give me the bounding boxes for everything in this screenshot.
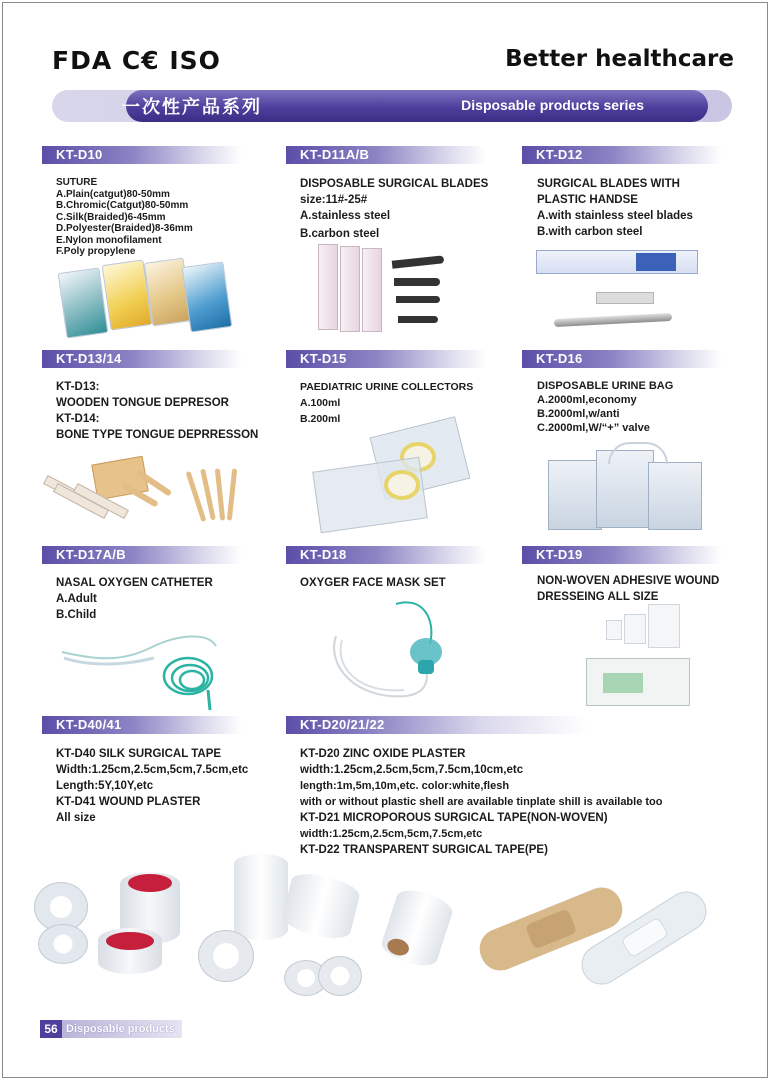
section-code: KT-D20/21/22	[300, 717, 385, 732]
section-header-kt-d20	[286, 716, 716, 734]
product-text-d12	[537, 176, 693, 240]
roll-brown-core	[385, 936, 411, 958]
text-line: width:1.25cm,2.5cm,5cm,7.5cm,etc	[300, 828, 483, 840]
tape-roll-wide	[280, 868, 362, 943]
text-line: width:1.25cm,2.5cm,5cm,7.5cm,10cm,etc	[300, 764, 524, 776]
text-line: NASAL OXYGEN CATHETER	[56, 577, 213, 589]
text-line: size:11#-25#	[300, 194, 368, 206]
plaster-pad	[620, 916, 669, 958]
handle-pack-label	[636, 253, 676, 271]
blade	[398, 316, 438, 323]
text-line: KT-D22 TRANSPARENT SURGICAL TAPE(PE)	[300, 844, 548, 856]
product-text-d40	[56, 746, 248, 826]
section-header-kt-d18	[286, 546, 486, 564]
text-line: length:1m,5m,10m,etc. color:white,flesh	[300, 780, 510, 792]
section-code: KT-D13/14	[56, 351, 122, 366]
text-line: B.200ml	[300, 413, 341, 425]
text-line: B.carbon steel	[300, 228, 380, 240]
product-text-d18	[300, 575, 446, 591]
section-code: KT-D19	[536, 547, 583, 562]
urine-bag	[548, 460, 602, 530]
blade-pack	[318, 244, 338, 330]
section-header-kt-d17	[42, 546, 242, 564]
text-line: with or without plastic shell are available tinplate shill is available too	[300, 796, 663, 808]
text-line: B.with carbon steel	[537, 226, 643, 238]
blade	[394, 278, 440, 286]
text-line: DISPOSABLE SURGICAL BLADES	[300, 178, 489, 190]
footer-section-label: Disposable products	[66, 1023, 175, 1035]
text-line: A.Plain(catgut)80-50mm	[56, 188, 170, 200]
product-text-d20	[300, 746, 662, 858]
text-line: A.Adult	[56, 593, 97, 605]
section-header-kt-d10	[42, 146, 242, 164]
section-code: KT-D15	[300, 351, 347, 366]
text-line: D.Polyester(Braided)8-36mm	[56, 223, 193, 234]
roll-red-core	[128, 874, 172, 892]
text-line: C.Silk(Braided)6-45mm	[56, 211, 166, 223]
footer-section	[62, 1020, 182, 1038]
section-code: KT-D11A/B	[300, 147, 370, 162]
urine-collectors-image	[316, 424, 466, 528]
text-line: SURGICAL BLADES WITH	[537, 178, 680, 190]
text-line: A.2000ml,economy	[537, 394, 637, 406]
text-line: KT-D14:	[56, 413, 100, 425]
banner-title-en: Disposable products series	[461, 97, 644, 113]
banner-title-cn: 一次性产品系列	[122, 97, 262, 118]
blade	[396, 296, 440, 303]
product-text-d17	[56, 575, 213, 623]
depressor-stick	[227, 468, 237, 520]
suture-pack	[58, 267, 109, 338]
text-line: A.stainless steel	[300, 210, 391, 222]
text-line: SUTURE	[56, 177, 98, 188]
text-line: KT-D13:	[56, 381, 100, 393]
suture-pack	[182, 261, 233, 332]
tongue-depressors-image	[42, 452, 246, 536]
section-header-kt-d16	[522, 350, 722, 368]
urine-bag	[648, 462, 702, 530]
text-line: KT-D40 SILK SURGICAL TAPE	[56, 748, 222, 760]
text-line: B.2000ml,w/anti	[537, 408, 620, 420]
tapes-and-plasters-image	[28, 852, 708, 1012]
text-line: F.Poly propylene	[56, 246, 136, 257]
product-text-d16	[537, 379, 673, 435]
slogan: Better healthcare	[505, 46, 734, 72]
text-line: Length:5Y,10Y,etc	[56, 780, 154, 792]
blade-cover	[596, 292, 654, 304]
section-header-kt-d13	[42, 350, 242, 368]
roll-red-core	[106, 932, 154, 950]
section-header-kt-d15	[286, 350, 486, 368]
blade-pack	[340, 246, 360, 332]
dressing-large	[648, 604, 680, 648]
product-text-d19	[537, 573, 719, 605]
section-header-kt-d12	[522, 146, 722, 164]
text-line: BONE TYPE TONGUE DEPRRESSON	[56, 429, 259, 441]
tape-roll	[38, 924, 88, 964]
text-line: DISPOSABLE URINE BAG	[537, 380, 674, 392]
tape-roll	[318, 956, 362, 996]
section-header-kt-d11	[286, 146, 486, 164]
dressing-pack-label	[603, 673, 643, 693]
section-header-kt-d40	[42, 716, 242, 734]
zinc-oxide-roll	[98, 928, 162, 974]
section-code: KT-D40/41	[56, 717, 122, 732]
text-line: PAEDIATRIC URINE COLLECTORS	[300, 381, 474, 393]
urine-bags-image	[548, 442, 706, 536]
text-line: PLASTIC HANDSE	[537, 194, 638, 206]
blade-with-handle-image	[536, 250, 704, 334]
text-line: B.Child	[56, 609, 97, 621]
nasal-catheter-image	[58, 618, 228, 712]
tape-tube	[234, 854, 288, 940]
section-code: KT-D12	[536, 147, 583, 162]
blade	[392, 255, 445, 268]
dressing-medium	[624, 614, 646, 644]
section-code: KT-D16	[536, 351, 583, 366]
text-line: A.with stainless steel blades	[537, 210, 693, 222]
text-line: KT-D41 WOUND PLASTER	[56, 796, 201, 808]
face-mask-image	[326, 596, 476, 706]
tape-roll-brown-core	[378, 885, 455, 971]
section-code: KT-D18	[300, 547, 347, 562]
text-line: Width:1.25cm,2.5cm,5cm,7.5cm,etc	[56, 764, 249, 776]
text-line: C.2000ml,W/“+” valve	[537, 422, 650, 434]
text-line: KT-D20 ZINC OXIDE PLASTER	[300, 748, 466, 760]
tape-roll	[198, 930, 254, 982]
product-text-d13	[56, 379, 258, 443]
surgical-blades-image	[318, 244, 448, 336]
dressing-small	[606, 620, 622, 640]
product-text-d11	[300, 176, 488, 242]
certifications-logo: FDA C€ ISO	[52, 46, 221, 75]
text-line: KT-D21 MICROPOROUS SURGICAL TAPE(NON-WOVEN)	[300, 812, 608, 824]
collector-ring	[384, 470, 420, 500]
text-line: OXYGER FACE MASK SET	[300, 577, 446, 589]
product-text-d10	[56, 177, 193, 258]
section-code: KT-D10	[56, 147, 103, 162]
suture-packs-image	[62, 258, 232, 342]
dressing-pack	[586, 658, 690, 706]
text-line: WOODEN TONGUE DEPRESOR	[56, 397, 229, 409]
text-line: DRESSEING ALL SIZE	[537, 591, 659, 603]
text-line: B.Chromic(Catgut)80-50mm	[56, 200, 189, 211]
scalpel	[554, 313, 672, 327]
bag-tube	[608, 442, 668, 464]
section-header-kt-d19	[522, 546, 722, 564]
blade-pack	[362, 248, 382, 332]
text-line: All size	[56, 812, 96, 824]
depressor-stick	[215, 468, 225, 520]
wound-dressings-image	[584, 604, 706, 710]
section-code: KT-D17A/B	[56, 547, 126, 562]
text-line: NON-WOVEN ADHESIVE WOUND	[537, 575, 720, 587]
text-line: E.Nylon monofilament	[56, 234, 162, 246]
plaster-pad	[525, 908, 577, 949]
page-number: 56	[40, 1020, 62, 1038]
text-line: A.100ml	[300, 397, 341, 409]
